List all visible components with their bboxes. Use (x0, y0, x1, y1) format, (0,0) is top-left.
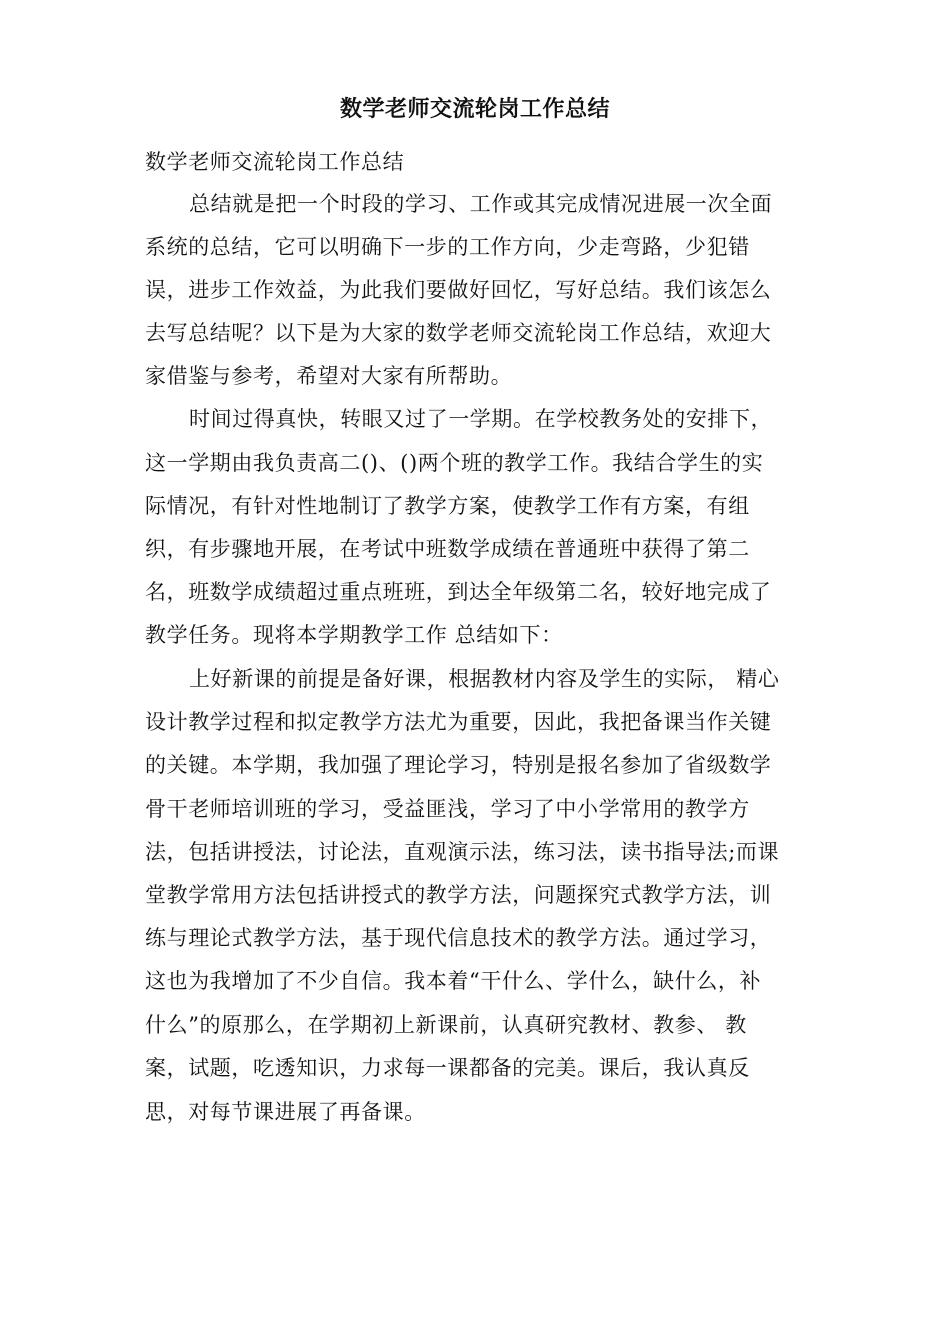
paragraph-line: 骨干老师培训班的学习，受益匪浅，学习了中小学常用的教学方 (145, 797, 750, 821)
paragraph-line: 系统的总结，它可以明确下一步的工作方向，少走弯路，少犯错 (145, 235, 750, 259)
paragraph-line: 总结就是把一个时段的学习、工作或其完成情况进展一次全面 (189, 192, 773, 216)
paragraph-line: 时间过得真快，转眼又过了一学期。在学校教务处的安排下， (189, 407, 773, 431)
paragraph-line: 名，班数学成绩超过重点班班，到达全年级第二名，较好地完成了 (145, 580, 772, 604)
paragraph-line: 这一学期由我负责高二()、()两个班的教学工作。我结合学生的实 (145, 451, 764, 475)
paragraph-line: 家借鉴与参考，希望对大家有所帮助。 (145, 364, 513, 388)
paragraph-line: 织，有步骤地开展，在考试中班数学成绩在普通班中获得了第二 (145, 537, 750, 561)
paragraph-line: 教学任务。现将本学期教学工作 总结如下： (145, 623, 563, 647)
paragraph-line: 练与理论式教学方法，基于现代信息技术的教学方法。通过学习， (145, 926, 772, 950)
paragraph-line: 案，试题，吃透知识，力求每一课都备的完美。课后，我认真反 (145, 1056, 750, 1080)
paragraph-line: 设计教学过程和拟定教学方法尤为重要，因此，我把备课当作关键 (145, 710, 772, 734)
paragraph-line: 际情况，有针对性地制订了教学方案，使教学工作有方案，有组 (145, 494, 750, 518)
document-title: 数学老师交流轮岗工作总结 (339, 96, 610, 122)
paragraph-line: 误，进步工作效益，为此我们要做好回忆，写好总结。我们该怎么 (145, 278, 772, 302)
paragraph-line: 思，对每节课进展了再备课。 (145, 1100, 426, 1124)
paragraph-line: 堂教学常用方法包括讲授式的教学方法，问题探究式教学方法，训 (145, 883, 772, 907)
paragraph-line: 什么”的原那么，在学期初上新课前，认真研究教材、教参、 教 (145, 1013, 747, 1037)
paragraph-line: 的关键。本学期，我加强了理论学习，特别是报名参加了省级数学 (145, 753, 772, 777)
paragraph-line: 去写总结呢？以下是为大家的数学老师交流轮岗工作总结，欢迎大 (145, 321, 772, 345)
paragraph-line: 这也为我增加了不少自信。我本着“干什么、学什么，缺什么，补 (145, 969, 762, 993)
paragraph-line: 上好新课的前提是备好课，根据教材内容及学生的实际， 精心 (189, 667, 780, 691)
document-subtitle: 数学老师交流轮岗工作总结 (145, 150, 405, 174)
paragraph-line: 法，包括讲授法，讨论法，直观演示法，练习法，读书指导法;而课 (145, 840, 780, 864)
